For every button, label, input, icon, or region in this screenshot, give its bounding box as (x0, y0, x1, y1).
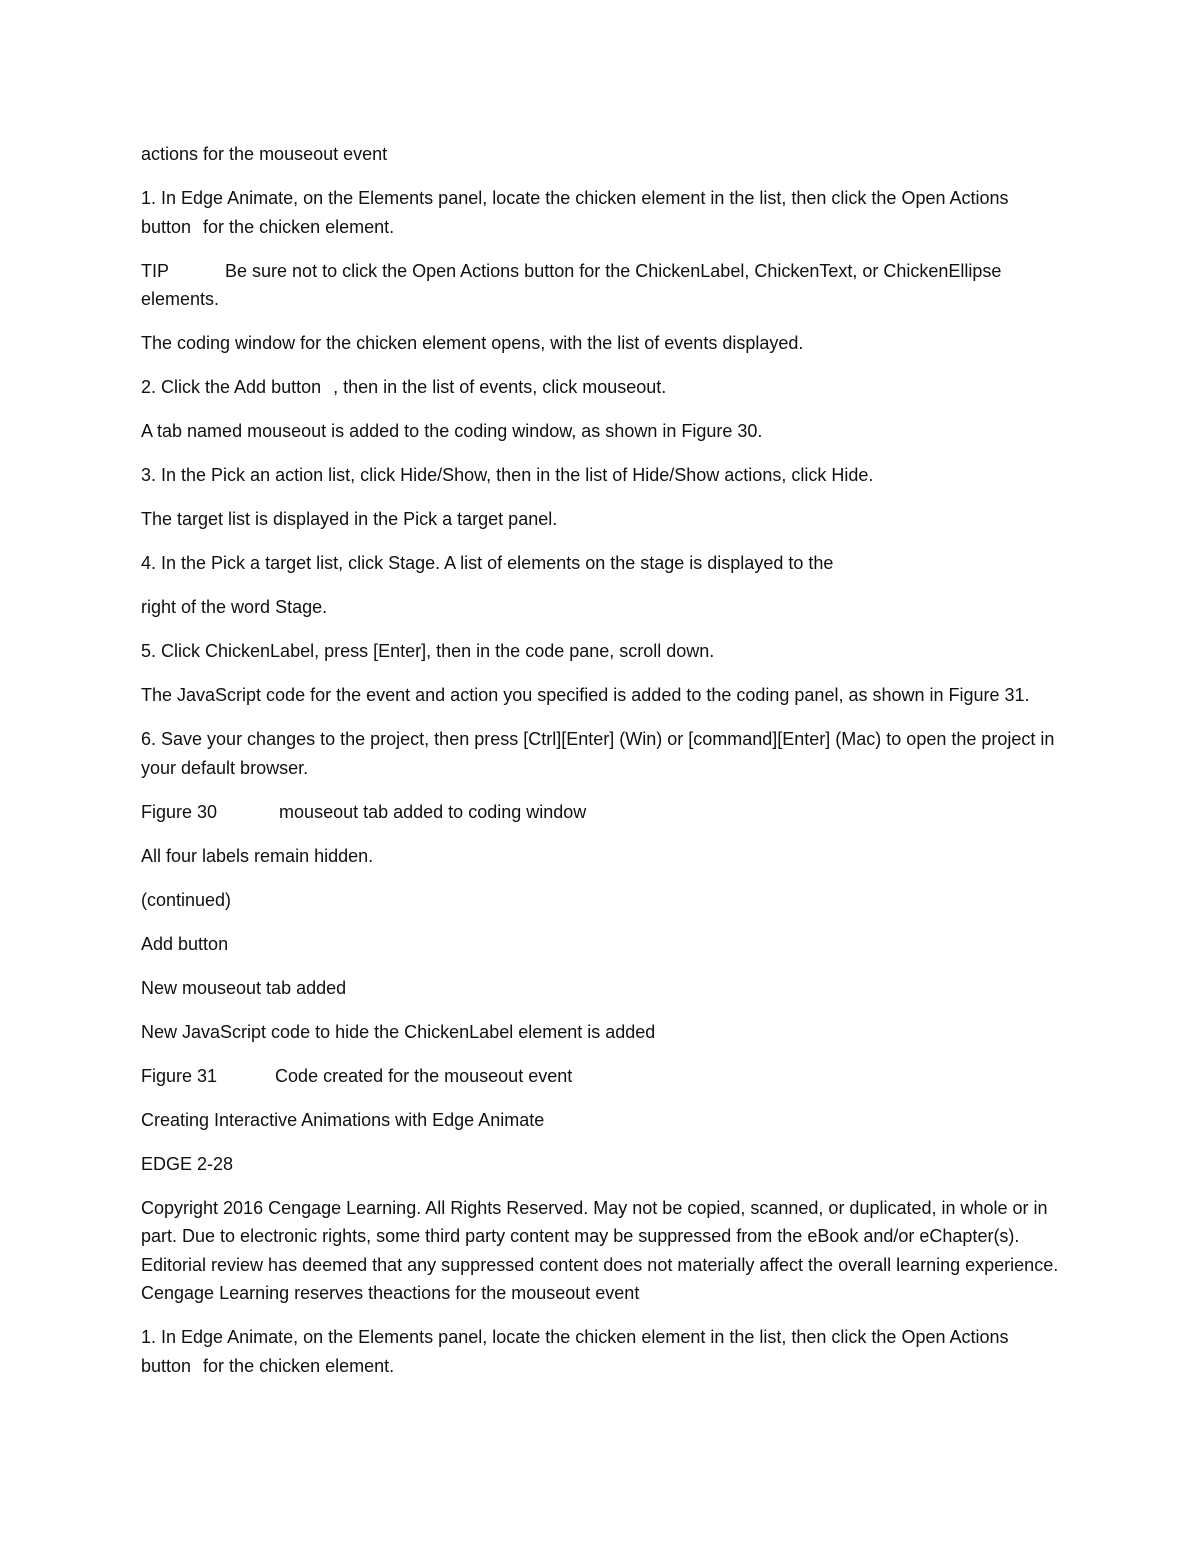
step-1-repeat (141, 1323, 1061, 1380)
running-header-text: Creating Interactive Animations with Edge Animate (141, 1109, 545, 1130)
result-1 (141, 329, 1061, 358)
step-5-text: 5. Click ChickenLabel, press [Enter], then in the code pane, scroll down. (141, 641, 715, 661)
document-page (141, 140, 1061, 1396)
figure-30-label: Figure 30 (141, 801, 218, 822)
step-2 (141, 373, 1061, 402)
step-2-tail: , then in the list of events, click mouseout. (333, 377, 667, 397)
running-header (141, 1106, 1061, 1135)
callout-new-code (141, 1018, 1061, 1047)
step-4-continued (141, 593, 1061, 622)
step-1-repeat-text: 1. In Edge Animate, on the Elements panel, locate the chicken element in the list, then click the Open Actions button (141, 1327, 1009, 1376)
tip-text: Be sure not to click the Open Actions button for the ChickenLabel, ChickenText, or ChickenEllipse elements. (141, 260, 1002, 309)
step-4-text: 4. In the Pick a target list, click Stage. A list of elements on the stage is displayed to the (141, 553, 834, 573)
result-2-text: A tab named mouseout is added to the coding window, as shown in Figure 30. (141, 421, 763, 441)
tip-label: TIP (141, 260, 170, 281)
figure-31-title: Code created for the mouseout event (275, 1065, 573, 1086)
callout-new-tab-text: New mouseout tab added (141, 977, 347, 998)
copyright-notice-text: Copyright 2016 Cengage Learning. All Rights Reserved. May not be copied, scanned, or duplicated, in whole or in part. Due to electronic rights, some third party content may be suppressed from the eBook and/or eChapter(s). Editorial review has deemed that any suppressed content does not materially affect the overall learning experience. Cengage Learning reserves theactions for the mouseout event (141, 1197, 1059, 1303)
step-6 (141, 725, 1061, 782)
step-5 (141, 637, 1061, 666)
step-3 (141, 461, 1061, 490)
tip (141, 257, 1061, 314)
callout-new-tab (141, 974, 1061, 1003)
step-1-text: 1. In Edge Animate, on the Elements panel, locate the chicken element in the list, then click the Open Actions button (141, 188, 1009, 237)
step-1 (141, 184, 1061, 241)
result-3 (141, 505, 1061, 534)
continued-note-text: (continued) (141, 889, 232, 910)
step-3-text: 3. In the Pick an action list, click Hide/Show, then in the list of Hide/Show actions, click Hide. (141, 465, 874, 485)
figure-31-label: Figure 31 (141, 1065, 218, 1086)
result-3-text: The target list is displayed in the Pick a target panel. (141, 509, 558, 529)
figure-31-caption (141, 1062, 1061, 1091)
callout-new-code-text: New JavaScript code to hide the ChickenLabel element is added (141, 1021, 656, 1042)
result-5-text: The JavaScript code for the event and action you specified is added to the coding panel, as shown in Figure 31. (141, 685, 1030, 705)
callout-add-button-text: Add button (141, 933, 229, 954)
result-1-text: The coding window for the chicken element opens, with the list of events displayed. (141, 333, 804, 353)
step-6-text: 6. Save your changes to the project, then press [Ctrl][Enter] (Win) or [command][Enter] (Mac) to open the project in your default browser. (141, 729, 1055, 778)
page-number (141, 1150, 1061, 1179)
step-1-tail: for the chicken element. (203, 216, 395, 237)
callout-add-button (141, 930, 1061, 959)
figure-30-title: mouseout tab added to coding window (279, 801, 587, 822)
copyright-notice (141, 1194, 1061, 1308)
step-1-repeat-tail: for the chicken element. (203, 1355, 395, 1376)
result-2 (141, 417, 1061, 446)
result-5 (141, 681, 1061, 710)
section-heading (141, 140, 1061, 169)
page-number-text: EDGE 2-28 (141, 1153, 234, 1174)
step-4 (141, 549, 1061, 578)
step-4-continued-text: right of the word Stage. (141, 597, 328, 617)
callout-labels-hidden-text: All four labels remain hidden. (141, 845, 374, 866)
continued-note (141, 886, 1061, 915)
figure-30-caption (141, 798, 1061, 827)
callout-labels-hidden (141, 842, 1061, 871)
step-2-text: 2. Click the Add button (141, 377, 322, 397)
section-heading-text: actions for the mouseout event (141, 144, 388, 164)
